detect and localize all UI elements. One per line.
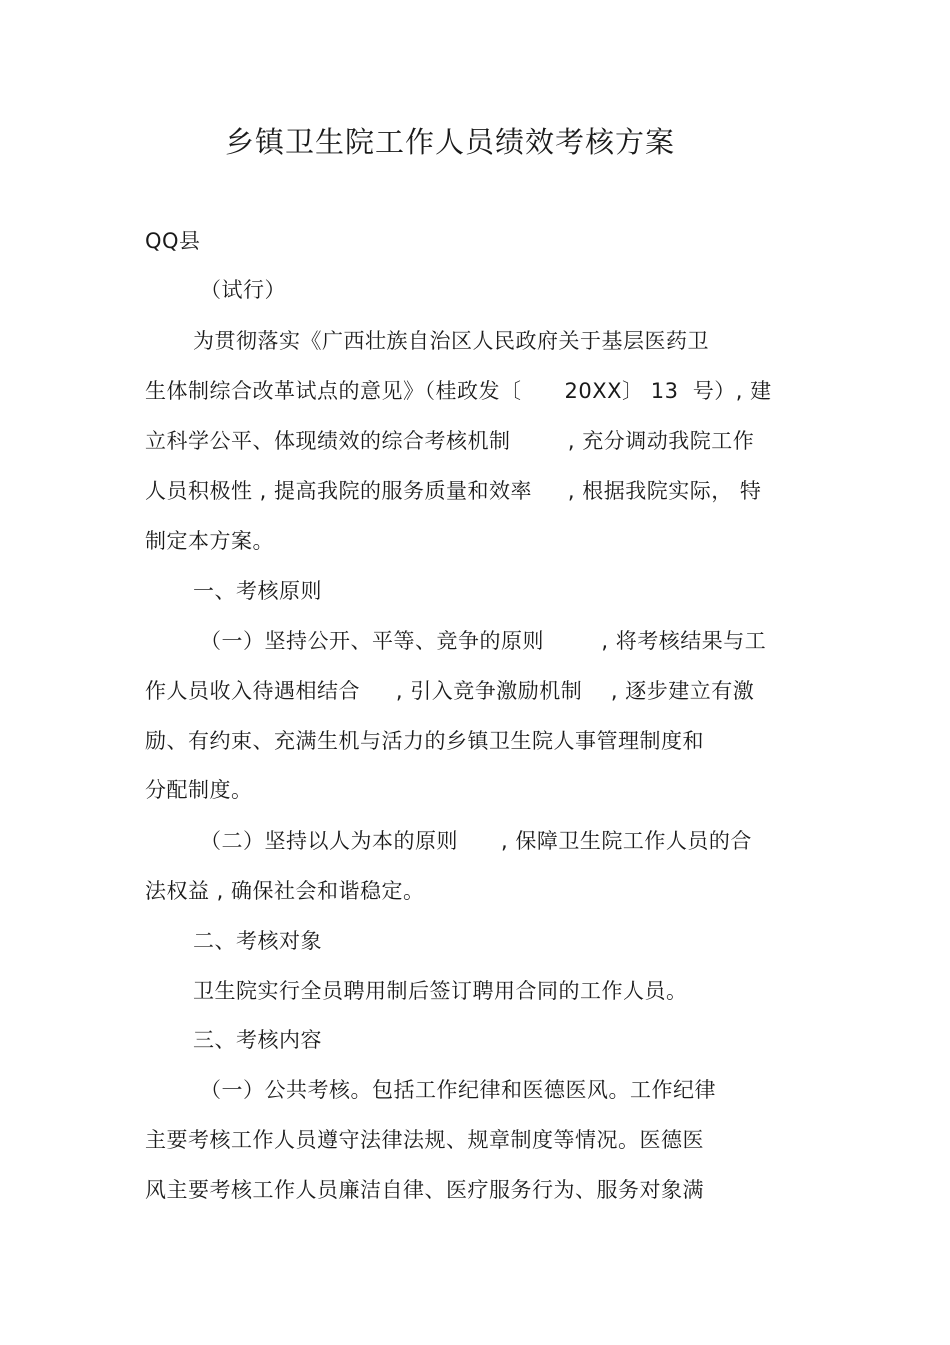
document-title: 乡镇卫生院工作人员绩效考核方案 [224, 125, 675, 159]
paragraph-line: 生体制综合改革试点的意见》（桂政发〔 20XX〕 13 号）, 建 [145, 379, 772, 403]
paragraph-line: 为贯彻落实《广西壮族自治区人民政府关于基层医药卫 [193, 329, 709, 353]
section-heading: 三、考核内容 [193, 1028, 322, 1052]
paragraph-line: （二）坚持以人为本的原则 , 保障卫生院工作人员的合 [200, 829, 752, 853]
paragraph-line: 励、有约束、充满生机与活力的乡镇卫生院人事管理制度和 [145, 729, 704, 753]
paragraph-line: 主要考核工作人员遵守法律法规、规章制度等情况。医德医 [145, 1128, 704, 1152]
section-heading: 一、考核原则 [193, 579, 322, 603]
trial-note: （试行） [200, 278, 286, 302]
paragraph-line: 卫生院实行全员聘用制后签订聘用合同的工作人员。 [193, 979, 688, 1003]
paragraph-line: （一）坚持公开、平等、竞争的原则 , 将考核结果与工 [200, 629, 767, 653]
paragraph-line: 分配制度。 [145, 778, 253, 802]
paragraph-line: 人员积极性 , 提高我院的服务质量和效率 , 根据我院实际， 特 [145, 479, 762, 503]
paragraph-line: 作人员收入待遇相结合 , 引入竞争激励机制 , 逐步建立有激 [145, 679, 755, 703]
section-heading: 二、考核对象 [193, 929, 322, 953]
county-line: QQ县 [145, 229, 201, 253]
paragraph-line: （一）公共考核。包括工作纪律和医德医风。工作纪律 [200, 1078, 716, 1102]
paragraph-line: 法权益 , 确保社会和谐稳定。 [145, 879, 425, 903]
paragraph-line: 制定本方案。 [145, 529, 274, 553]
paragraph-line: 风主要考核工作人员廉洁自律、医疗服务行为、服务对象满 [145, 1178, 704, 1202]
paragraph-line: 立科学公平、体现绩效的综合考核机制 , 充分调动我院工作 [145, 429, 755, 453]
